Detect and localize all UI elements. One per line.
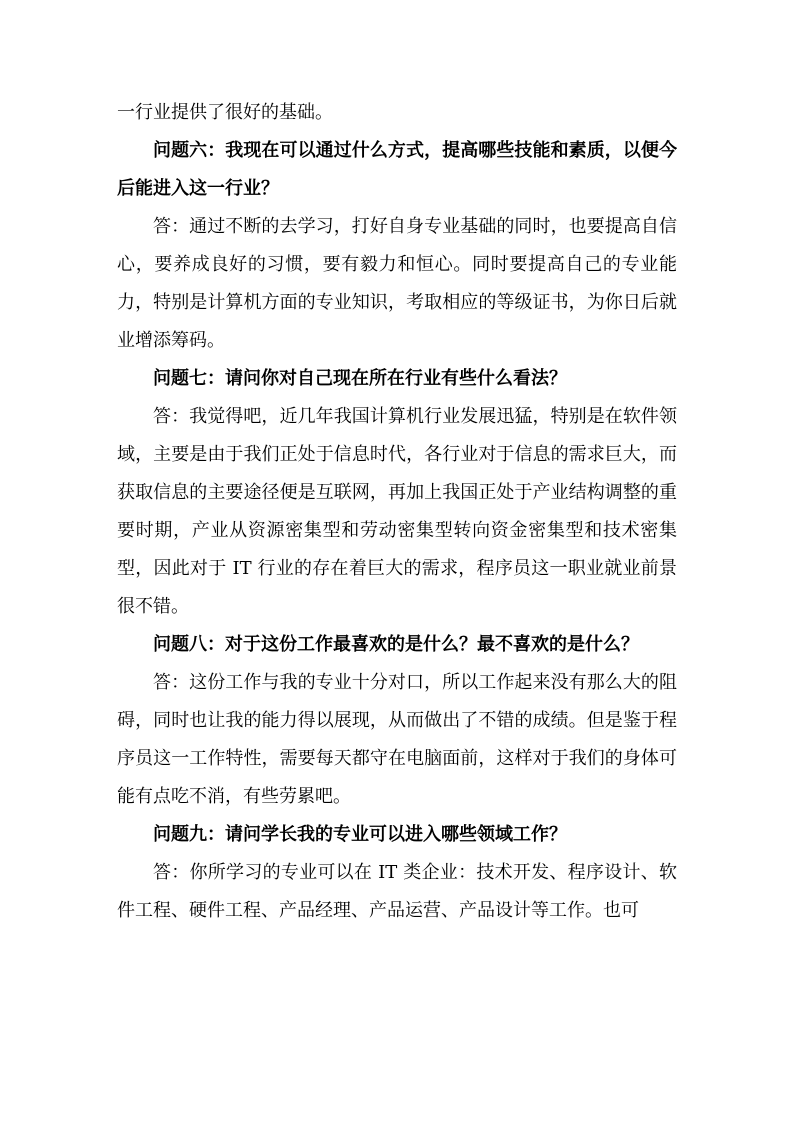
paragraph-continuation: 一行业提供了很好的基础。 <box>117 102 333 123</box>
document-body <box>117 94 677 930</box>
answer-six: 答：通过不断的去学习，打好自身专业基础的同时，也要提高自信心，要养成良好的习惯，要有毅力和恒心。同时要提高自己的专业能力，特别是计算机方面的专业知识，考取相应的等级证书，为你日后就业增添筹码。 <box>117 216 677 351</box>
answer-eight: 答：这份工作与我的专业十分对口，所以工作起来没有那么大的阻碍，同时也让我的能力得以展现，从而做出了不错的成绩。但是鉴于程序员这一工作特性，需要每天都守在电脑面前，这样对于我们的身体可能有点吃不消，有些劳累吧。 <box>117 672 677 807</box>
question-six: 问题六：我现在可以通过什么方式，提高哪些技能和素质，以便今后能进入这一行业？ <box>117 140 677 199</box>
question-nine: 问题九：请问学长我的专业可以进入哪些领域工作？ <box>153 824 567 845</box>
question-eight: 问题八：对于这份工作最喜欢的是什么？最不喜欢的是什么？ <box>153 634 639 655</box>
answer-nine: 答：你所学习的专业可以在 IT 类企业：技术开发、程序设计、软件工程、硬件工程、产品经理、产品运营、产品设计等工作。也可 <box>117 862 677 921</box>
question-seven: 问题七：请问你对自己现在所在行业有些什么看法？ <box>153 368 567 389</box>
answer-seven: 答：我觉得吧，近几年我国计算机行业发展迅猛，特别是在软件领域，主要是由于我们正处于信息时代，各行业对于信息的需求巨大，而获取信息的主要途径便是互联网，再加上我国正处于产业结构调整的重要时期，产业从资源密集型和劳动密集型转向资金密集型和技术密集型，因此对于 IT 行业的存在着巨大的需求，程序员这一职业就业前景很不错。 <box>117 406 677 617</box>
